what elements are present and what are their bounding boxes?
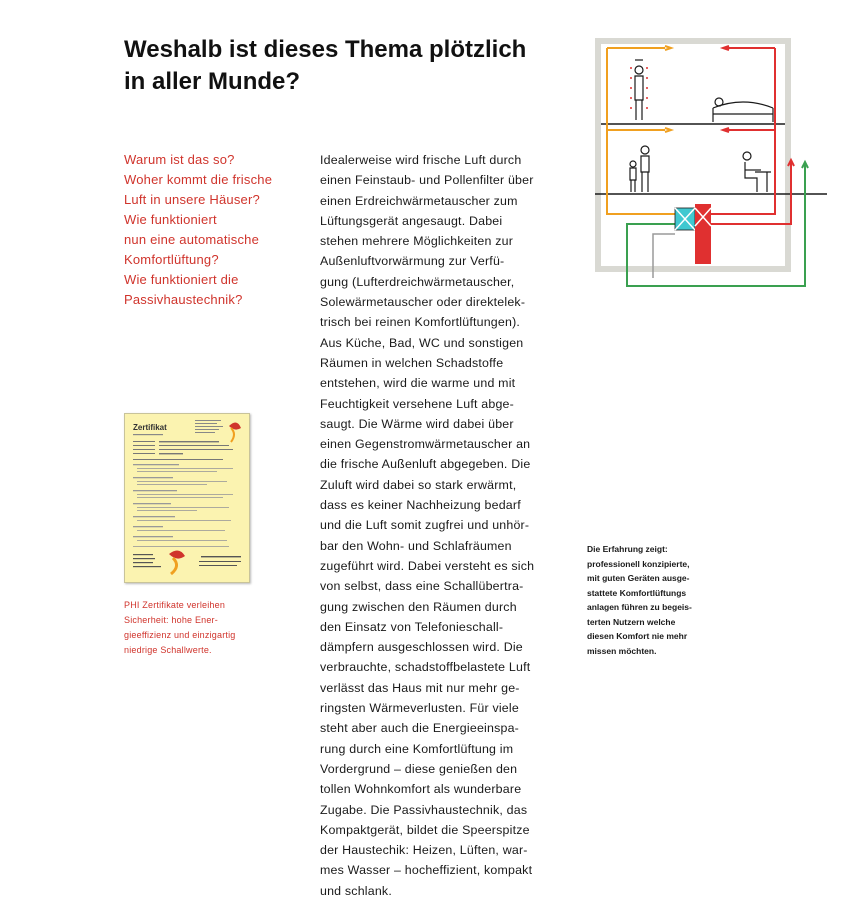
body-line: und die Luft somit zugfrei und unhör- (320, 518, 530, 533)
body-line: Aus Küche, Bad, WC und sonstigen (320, 335, 524, 350)
body-line: einen Gegenstromwärmetauscher an (320, 437, 531, 452)
body-line: bar den Wohn- und Schlafräumen (320, 538, 512, 553)
side-note-line: diesen Komfort nie mehr (587, 631, 688, 641)
phi-seal-icon (169, 550, 185, 574)
body-line: rung durch eine Komfortlüftung im (320, 741, 514, 756)
body-line: mes Wasser – hocheffizient, kompakt (320, 863, 533, 878)
body-line: gung zwischen den Räumen durch (320, 599, 517, 614)
question-line: Woher kommt die frische (124, 172, 273, 187)
certificate-graphic (125, 414, 249, 582)
side-note-line: stattete Komfortlüftungs (587, 587, 687, 598)
page-title-line-2: in aller Munde? (124, 68, 301, 95)
body-line: Solewärmetauscher oder direktelek- (320, 295, 526, 310)
side-note-line: mit guten Geräten ausge- (587, 573, 690, 583)
body-line: tollen Wohnkomfort als wunderbare (320, 782, 522, 797)
question-line: Wie funktioniert (124, 212, 217, 227)
body-line: einen Erdreichwärmetauscher zum (320, 193, 518, 208)
body-line: trisch bei reinen Komfortlüftungen). (320, 315, 521, 330)
body-line: Feuchtigkeit versehene Luft abge- (320, 396, 514, 411)
caption-line: PHI Zertifikate verleihen (124, 600, 226, 610)
side-note-line: missen möchten. (587, 645, 657, 656)
side-note-line: terten Nutzern welche (587, 616, 676, 627)
question-line: nun eine automatische (124, 232, 260, 247)
body-line: stehen mehrere Möglichkeiten zur (320, 234, 514, 249)
body-line: den Einsatz von Telefonieschall- (320, 619, 504, 634)
side-note (587, 542, 737, 658)
body-line: der Haustechik: Heizen, Lüften, war- (320, 843, 528, 858)
body-line: verlässt das Haus mit nur mehr ge- (320, 680, 520, 695)
certificate-caption (124, 598, 274, 658)
question-list (124, 150, 304, 310)
body-line: dämpfern ausgeschlossen wird. Die (320, 640, 523, 655)
phi-logo-icon (229, 422, 241, 442)
body-line: saugt. Die Wärme wird dabei über (320, 416, 514, 431)
body-line: Kompaktgerät, bildet die Speerspitze (320, 822, 530, 837)
question-line: Warum ist das so? (124, 152, 235, 167)
caption-line: Sicherheit: hohe Ener- (124, 615, 218, 625)
caption-line: gieeffizienz und einzigartig (124, 630, 236, 640)
question-line: Luft in unsere Häuser? (124, 192, 260, 207)
body-text (320, 150, 580, 901)
body-line: entstehen, wird die warme und mit (320, 376, 516, 391)
body-line: einen Feinstaub- und Pollenfilter über (320, 173, 534, 188)
body-line: Außenluftvorwärmung zur Verfü- (320, 254, 505, 269)
body-line: Lüftungsgerät angesaugt. Dabei (320, 213, 503, 228)
body-line: von selbst, dass eine Schallübertra- (320, 579, 524, 594)
body-line: zugeführt wird. Dabei versteht es sich (320, 558, 535, 573)
body-line: verbrauchte, schadstoffbelastete Luft (320, 660, 531, 675)
body-line: die frische Außenluft abgegeben. Die (320, 457, 531, 472)
body-line: Vordergrund – diese genießen den (320, 761, 518, 776)
body-line: dass es keiner Nachheizung bedarf (320, 498, 521, 513)
body-line: Zugabe. Die Passivhaustechnik, das (320, 802, 528, 817)
caption-line: niedrige Schallwerte. (124, 645, 212, 655)
page-title (124, 34, 584, 98)
body-line: Räumen in welchen Schadstoffe (320, 355, 504, 370)
certificate-title: Zertifikat (133, 423, 167, 432)
page-title-line-1: Weshalb ist dieses Thema plötzlich (124, 36, 527, 63)
question-line: Passivhaustechnik? (124, 292, 243, 307)
side-note-line: anlagen führen zu begeis- (587, 602, 692, 612)
body-line: ringsten Wärmeverlusten. Für viele (320, 701, 519, 716)
body-line: gung (Lufterdreichwärmetauscher, (320, 274, 515, 289)
question-line: Komfortlüftung? (124, 252, 219, 267)
ventilation-diagram (595, 38, 835, 298)
certificate-image (124, 413, 250, 583)
side-note-line: professionell konzipierte, (587, 558, 690, 569)
side-note-line: Die Erfahrung zeigt: (587, 544, 668, 554)
question-line: Wie funktioniert die (124, 272, 239, 287)
body-line: Idealerweise wird frische Luft durch (320, 153, 522, 167)
body-line: Zuluft wird dabei so stark erwärmt, (320, 477, 517, 492)
body-line: steht aber auch die Energieeinspa- (320, 721, 519, 736)
body-line: und schlank. (320, 883, 392, 898)
